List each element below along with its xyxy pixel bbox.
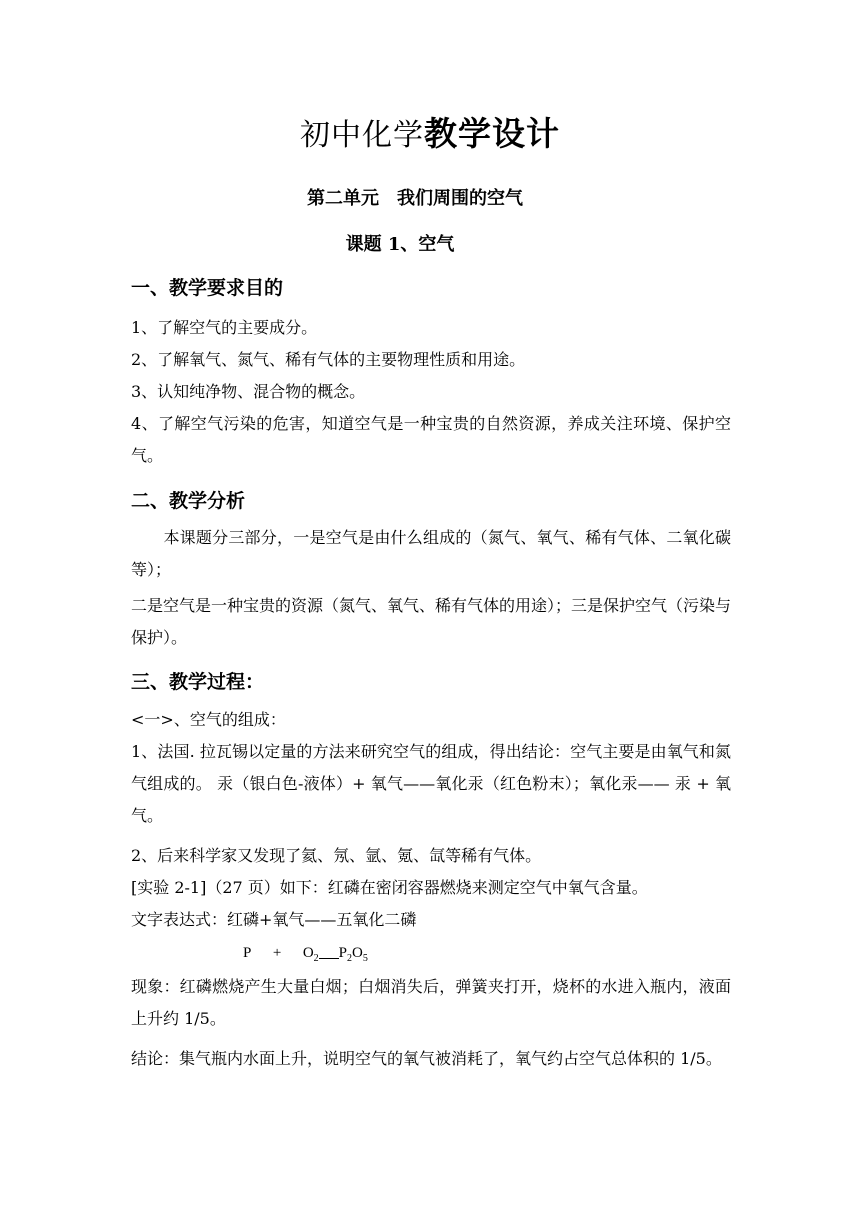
section1-item-2: 2、了解氧气、氮气、稀有气体的主要物理性质和用途。 — [131, 350, 526, 369]
section3-para-5: 现象：红磷燃烧产生大量白烟；白烟消失后，弹簧夹打开，烧杯的水进入瓶内，液面上升约 1/5。 — [131, 977, 731, 1028]
eq-p: P — [243, 945, 252, 961]
section1-item-3: 3、认知纯净物、混合物的概念。 — [131, 382, 366, 401]
document-title — [0, 108, 860, 155]
section1-heading: 一、教学要求目的 — [131, 277, 284, 299]
unit-heading: 第二单元 我们周围的空气 — [307, 188, 523, 209]
section2-heading: 二、教学分析 — [131, 490, 246, 512]
eq-p2o5: $P_2O_5$ — [338, 945, 368, 964]
section3-para-2: 2、后来科学家又发现了氦、氖、氩、氪、氙等稀有气体。 — [131, 846, 542, 865]
eq-plus: + — [272, 945, 282, 961]
section3-para-3: [实验 2-1]（27 页）如下：红磷在密闭容器燃烧来测定空气中氧气含量。 — [131, 878, 648, 897]
chemical-equation — [243, 945, 368, 964]
lesson-heading: 课题 1、空气 — [345, 234, 455, 255]
section3-para-6: 结论：集气瓶内水面上升，说明空气的氧气被消耗了，氧气约占空气总体积的 1/5。 — [131, 1049, 722, 1068]
section1-item-1: 1、了解空气的主要成分。 — [131, 318, 318, 337]
section3-para-1: 1、法国. 拉瓦锡以定量的方法来研究空气的组成，得出结论：空气主要是由氧气和氮气组成的。 汞（银白色-液体）+ 氧气——氧化汞（红色粉末）；氧化汞—— 汞 + 氧气。 — [131, 742, 731, 825]
section2-para-1: 本课题分三部分，一是空气是由什么组成的（氮气、氧气、稀有气体、二氧化碳等）； — [131, 528, 731, 579]
section2-para-2: 二是空气是一种宝贵的资源（氮气、氧气、稀有气体的用途）；三是保护空气（污染与保护）。 — [131, 596, 732, 647]
eq-o2: $O_2$ — [302, 945, 319, 964]
section1-item-4: 4、了解空气污染的危害，知道空气是一种宝贵的自然资源，养成关注环境、保护空气。 — [131, 414, 731, 465]
section3-para-4: 文字表达式：红磷+氧气——五氧化二磷 — [131, 910, 417, 929]
title-small: 初中化学 — [300, 118, 424, 153]
eq-arrow — [319, 946, 339, 959]
section3-heading: 三、教学过程： — [131, 671, 265, 693]
section3-subheading: <一>、空气的组成： — [131, 710, 286, 729]
title-big: 教学设计 — [424, 114, 560, 153]
